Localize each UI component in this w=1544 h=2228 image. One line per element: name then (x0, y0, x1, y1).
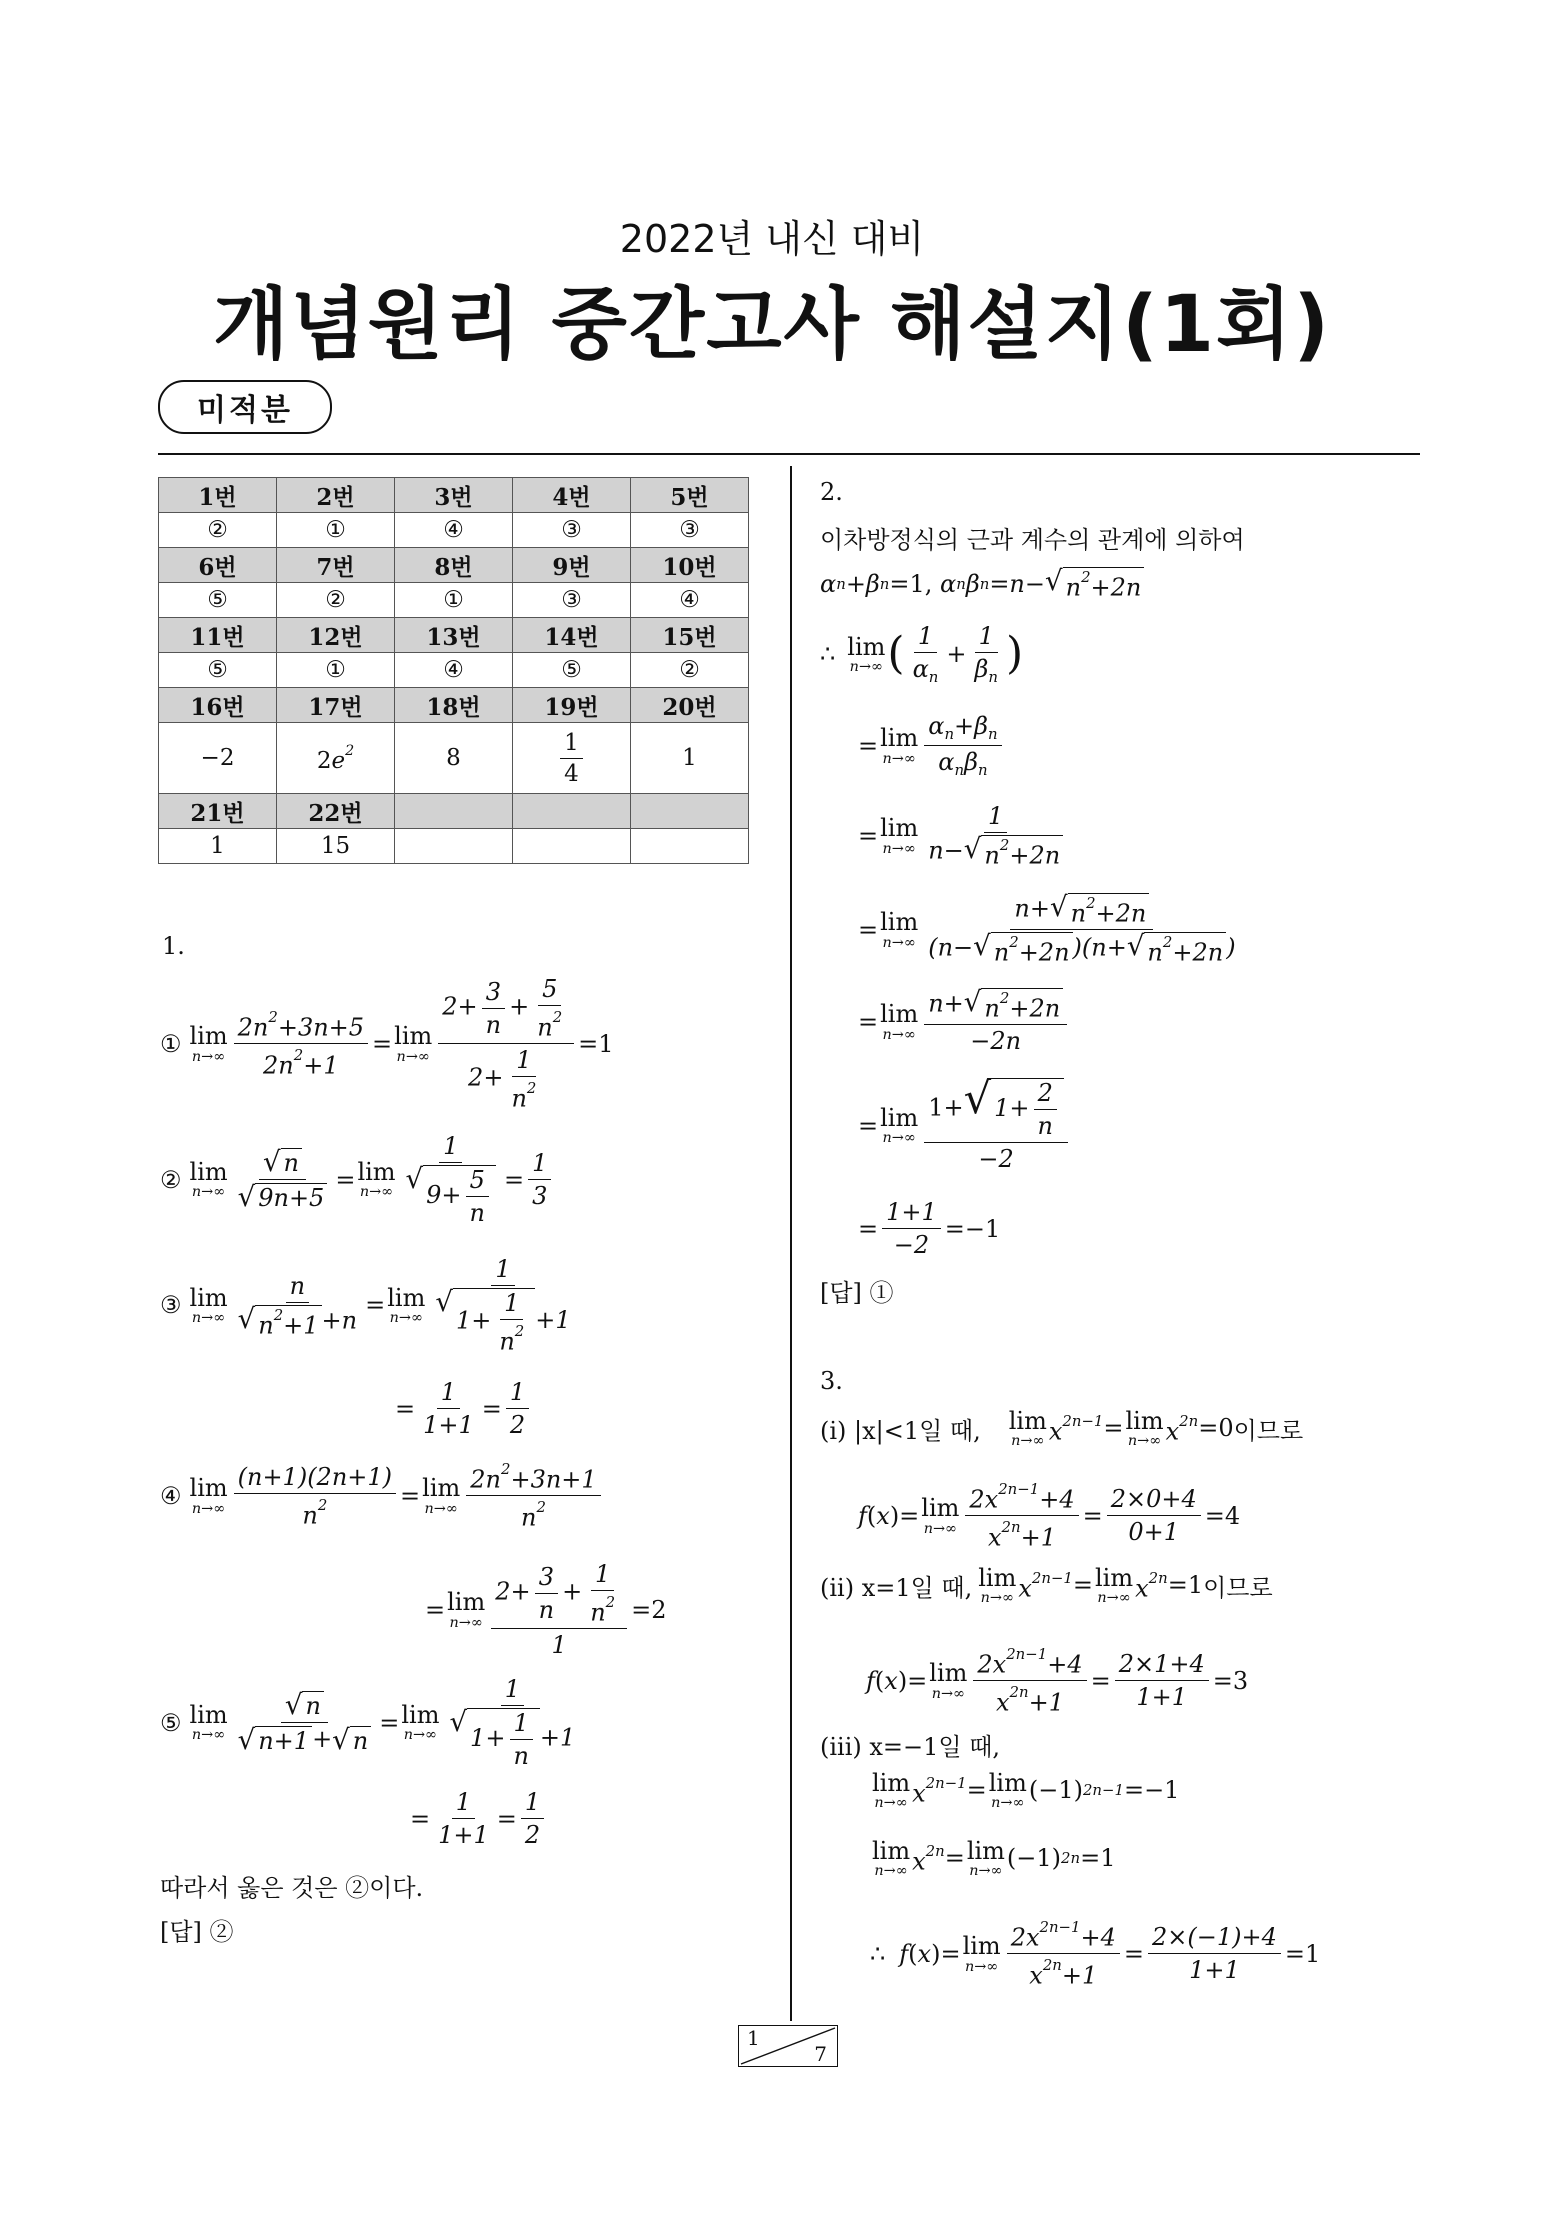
page-indicator (738, 2025, 838, 2067)
q3-case-1-tail: 이므로 (1233, 1416, 1304, 1445)
subject-badge (158, 380, 332, 434)
q1-choice-5: ⑤ lim n→∞ √ n √ n+1 + √ n = lim n→∞ 1 √ 1+ $\frac{1}{n}$ +1 (160, 1675, 576, 1770)
answer-table-value-row (159, 723, 749, 794)
q2-answer: [답] ① (820, 1279, 894, 1307)
answer-cell (395, 829, 513, 864)
question-number-cell: 16번 (159, 688, 277, 723)
question-number-cell: 6번 (159, 548, 277, 583)
answer-table-header-row (159, 548, 749, 583)
question-number-cell: 12번 (277, 618, 395, 653)
question-number-cell: 10번 (631, 548, 749, 583)
answer-cell (631, 829, 749, 864)
q1-choice-3: ③ lim n→∞ n √ $n^2+1$ +n = lim n→∞ 1 √ 1+ $\frac{1}{n^2}$ +1 (160, 1255, 571, 1356)
answer-cell: ③ (513, 583, 631, 618)
q3-case-2: (ii) x=1일 때, lim n→∞ $x^{2n-1}$ = lim n→∞ $x^{2n}$ =1 이므로 (820, 1564, 1273, 1607)
answer-cell: ① (277, 653, 395, 688)
answer-cell: ③ (513, 513, 631, 548)
answer-cell: 8 (395, 723, 513, 794)
q1-choice-5-result: = $\frac{1}{1+1}$ = $\frac{1}{2}$ (410, 1788, 548, 1849)
question-number-cell: 2번 (277, 478, 395, 513)
answer-table-value-row (159, 829, 749, 864)
question-number-cell: 22번 (277, 794, 395, 829)
column-divider (790, 466, 792, 2021)
question-number-cell: 3번 (395, 478, 513, 513)
question-number-cell: 17번 (277, 688, 395, 723)
answer-cell: $\frac{1}{4}$ (513, 723, 631, 794)
question-number-cell: 9번 (513, 548, 631, 583)
question-number-cell: 14번 (513, 618, 631, 653)
q1-conclusion: 따라서 옳은 것은 ②이다. (160, 1874, 424, 1902)
q3-case-2-label: (ii) x=1일 때, (820, 1573, 973, 1602)
question-number-cell: 4번 (513, 478, 631, 513)
question-number-cell: 20번 (631, 688, 749, 723)
question-number-cell (631, 794, 749, 829)
q1-choice-4-result: = lim n→∞ 2+ $\frac{3}{n}$ + $\frac{1}{n^2}$ 1 =2 (425, 1560, 667, 1660)
header-rule (158, 453, 1420, 455)
q2-step-5: = lim n→∞ n+ √ $n^2+2n$ −2n (858, 988, 1071, 1055)
answer-cell: −2 (159, 723, 277, 794)
answer-cell: ② (631, 653, 749, 688)
q1-answer: [답] ② (160, 1918, 234, 1946)
q3-case-2-f: f ( x )= lim n→∞ $\frac{2x^{2n-1}+4}{x^{2n}+1}$ = $\frac{2\times 1+4}{1+1}$ =3 (866, 1645, 1249, 1717)
q3-case-3-f: ∴ f ( x )= lim n→∞ $\frac{2x^{2n-1}+4}{x^{2n}+1}$ = $\frac{2\times(-1)+4}{1+1}$ =1 (870, 1918, 1321, 1990)
q3-case-1-f: f ( x )= lim n→∞ $\frac{2x^{2n-1}+4}{x^{2n}+1}$ = $\frac{2\times 0+4}{0+1}$ =4 (858, 1480, 1241, 1552)
q2-step-3: = lim n→∞ 1 n− √ $n^2+2n$ (858, 802, 1071, 869)
question-number-cell: 1번 (159, 478, 277, 513)
answer-cell: ③ (631, 513, 749, 548)
question-number-cell: 7번 (277, 548, 395, 583)
question-number-cell: 5번 (631, 478, 749, 513)
q2-step-1: ∴ lim n→∞ ( $\frac{1}{\alpha_n}$ + $\frac{1}{\beta_n}$ ) (820, 622, 1024, 687)
answer-cell: ⑤ (159, 653, 277, 688)
answer-cell: ① (277, 513, 395, 548)
answer-cell: ④ (631, 583, 749, 618)
q2-number: 2. (820, 478, 843, 506)
question-number-cell: 8번 (395, 548, 513, 583)
answer-table-value-row (159, 583, 749, 618)
question-number-cell: 18번 (395, 688, 513, 723)
page-total: 7 (814, 2042, 827, 2066)
question-number-cell: 19번 (513, 688, 631, 723)
q1-choice-2: ② lim n→∞ √ n √ 9n+5 = lim n→∞ 1 √ 9+ $\frac{5}{n}$ = $\frac{1}{3}$ (160, 1132, 555, 1227)
answer-cell: ④ (395, 653, 513, 688)
q2-step-4: = lim n→∞ n+ √ $n^2+2n$ (n− √ $n^2+2n$ )(n+ √ $n^2+2n$ ) (858, 890, 1236, 967)
answer-cell (513, 829, 631, 864)
answer-cell: ② (277, 583, 395, 618)
page-number: 1 (747, 2026, 760, 2050)
q3-number: 3. (820, 1367, 843, 1395)
q3-case-1-label: (i) |x|<1일 때, (820, 1416, 981, 1445)
q3-case-3: (iii) x=−1일 때, (820, 1733, 1001, 1761)
q2-intro: 이차방정식의 근과 계수의 관계에 의하여 (820, 526, 1245, 554)
q2-step-2: = lim n→∞ $\frac{\alpha_n+\beta_n}{\alpha_n\beta_n}$ (858, 712, 1006, 779)
answer-table-header-row (159, 478, 749, 513)
q1-number: 1. (162, 932, 185, 960)
q2-step-6: = lim n→∞ 1+ √ 1+ $\frac{2}{n}$ −2 (858, 1078, 1072, 1173)
answer-cell: ⑤ (513, 653, 631, 688)
answer-cell: ④ (395, 513, 513, 548)
question-number-cell: 13번 (395, 618, 513, 653)
answer-cell: $2e^2$ (277, 723, 395, 794)
q3-case-2-tail: 이므로 (1203, 1573, 1273, 1602)
q1-choice-3-result: = $\frac{1}{1+1}$ = $\frac{1}{2}$ (395, 1378, 533, 1439)
q2-vieta: α n + β n =1, α n β n = n − √ $n^2+2n$ (820, 567, 1144, 601)
answer-cell: 1 (631, 723, 749, 794)
q1-choice-4: ④ lim n→∞ $\frac{(n+1)(2n+1)}{n^2}$ = lim n→∞ $\frac{2n^2+3n+1}{n^2}$ (160, 1460, 605, 1532)
answer-table-header-row (159, 794, 749, 829)
question-number-cell: 11번 (159, 618, 277, 653)
answer-cell: 15 (277, 829, 395, 864)
answer-cell: ① (395, 583, 513, 618)
q3-case-3-lim-1: lim n→∞ $x^{2n-1}$ = lim n→∞ (−1) 2n−1 =−1 (872, 1769, 1180, 1812)
answer-table-header-row (159, 688, 749, 723)
subject-label: 미적분 (197, 393, 293, 428)
question-number-cell (395, 794, 513, 829)
answer-cell: 1 (159, 829, 277, 864)
answer-cell: ⑤ (159, 583, 277, 618)
answer-table-header-row (159, 618, 749, 653)
q2-step-7: = $\frac{1+1}{-2}$ =−1 (858, 1198, 1001, 1259)
subtitle: 2022년 내신 대비 (619, 217, 925, 261)
question-number-cell (513, 794, 631, 829)
question-number-cell: 21번 (159, 794, 277, 829)
answer-table-value-row (159, 653, 749, 688)
question-number-cell: 15번 (631, 618, 749, 653)
page-title: 개념원리 중간고사 해설지(1회) (212, 280, 1332, 370)
q3-case-1: (i) |x|<1일 때, lim n→∞ $x^{2n-1}$ = lim n→∞ $x^{2n}$ =0 이므로 (820, 1407, 1304, 1450)
q3-case-3-lim-2: lim n→∞ $x^{2n}$ = lim n→∞ (−1) 2n =1 (872, 1837, 1116, 1880)
q1-choice-1: ① lim n→∞ $\frac{2n^2+3n+5}{2n^2+1}$ = lim n→∞ 2+ $\frac{3}{n}$ + $\frac{5}{n^2}$ 2+ $\frac{1}{n^2}$ =1 (160, 975, 614, 1113)
answer-table (158, 477, 749, 864)
answer-table-value-row (159, 513, 749, 548)
answer-cell: ② (159, 513, 277, 548)
